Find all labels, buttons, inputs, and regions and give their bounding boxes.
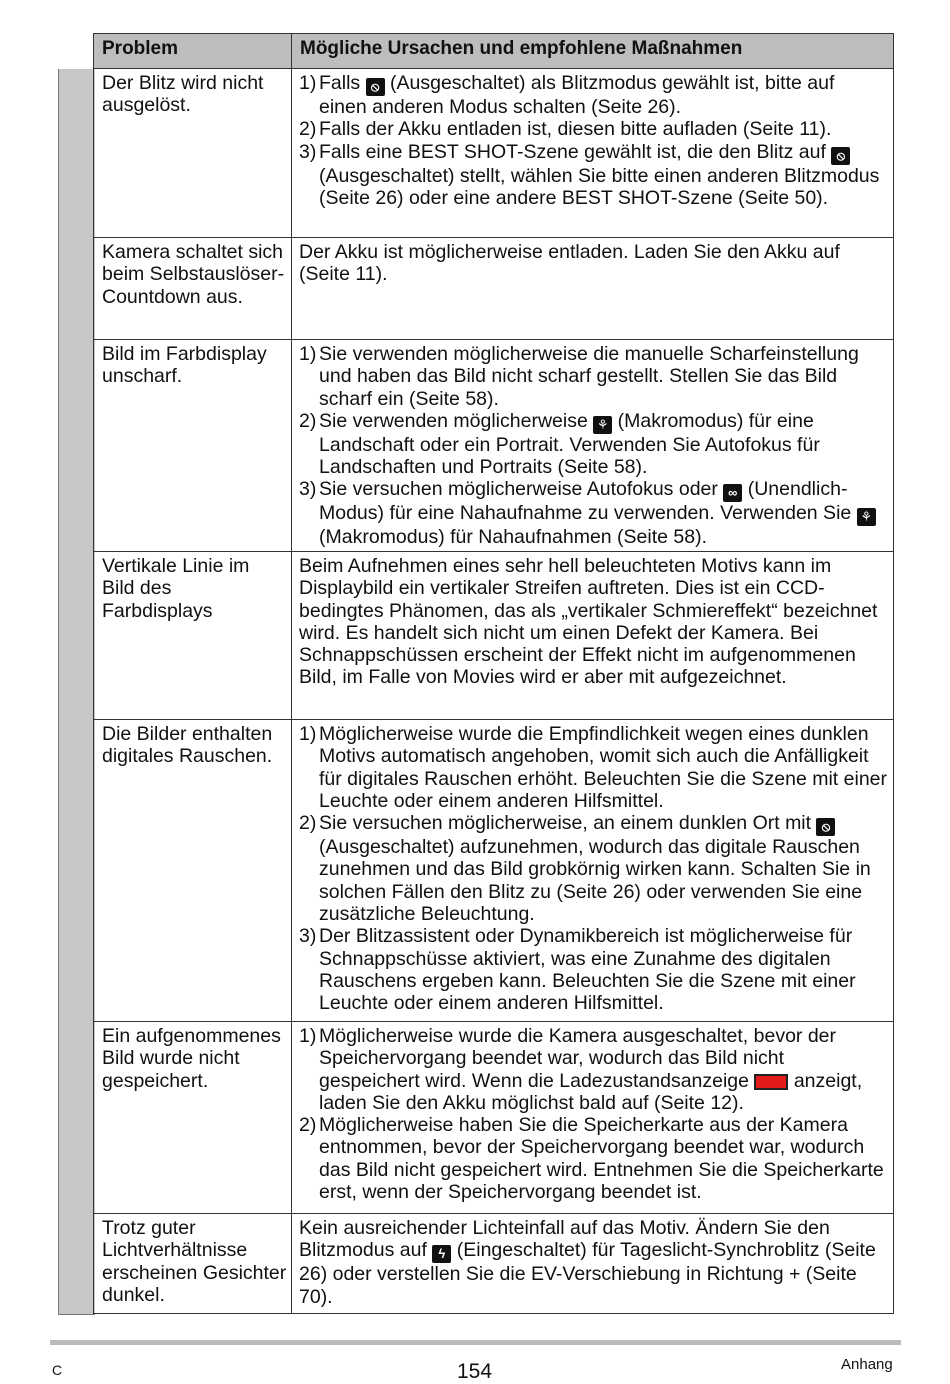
problem-cell: Kamera schaltet sich beim Selbstauslöser-Countdown aus. <box>94 238 292 339</box>
item-number: 2) <box>299 409 317 432</box>
item-text: Sie versuchen möglicherweise Autofokus oder ∞ (Unendlich-Modus) für eine Nahaufnahme zu verwenden. Verwenden Sie ⚘ (Makromodus) für Nahaufnahmen (Seite 58). <box>319 478 887 548</box>
item-number: 3) <box>299 925 317 948</box>
problem-cell: Bild im Farbdisplay unscharf. <box>94 340 292 551</box>
item-text: Falls ⦸ (Ausgeschaltet) als Blitzmodus gewählt ist, bitte auf einen anderen Modus schalten (Seite 26). <box>319 72 835 118</box>
list-item <box>299 723 887 812</box>
flash-off-icon: ⦸ <box>366 78 385 96</box>
item-number: 2) <box>299 1114 317 1137</box>
problem-cell: Vertikale Linie im Bild des Farbdisplays <box>94 552 292 719</box>
list-item <box>299 812 887 925</box>
list-item <box>299 118 887 140</box>
infinity-icon: ∞ <box>723 484 742 502</box>
list-item <box>299 343 887 410</box>
problem-cell: Die Bilder enthalten digitales Rauschen. <box>94 720 292 1021</box>
item-text: Falls eine BEST SHOT-Szene gewählt ist, die den Blitz auf ⦸ (Ausgeschaltet) stellt, wählen Sie bitte einen anderen Blitzmodus (Seite 26) oder eine andere BEST SHOT-Szene (Seite 50). <box>319 140 880 209</box>
item-number: 2) <box>299 118 317 141</box>
item-number: 1) <box>299 723 317 745</box>
chapter-sidebar <box>58 69 95 1315</box>
list-item <box>299 410 887 479</box>
item-text: Falls der Akku entladen ist, diesen bitte aufladen (Seite 11). <box>319 118 832 141</box>
causes-cell <box>292 69 893 237</box>
table-row <box>93 238 894 340</box>
causes-cell <box>292 340 893 551</box>
item-text: Der Blitzassistent oder Dynamikbereich ist möglicherweise für Schnappschüsse aktiviert, was eine Zunahme des digitalen Rauschens ergeben kann. Beleuchten Sie die Szene mit einer Leuchte oder einem anderen Hilfsmittel. <box>319 925 856 1015</box>
list-item <box>299 1114 887 1203</box>
table-row <box>93 1022 894 1214</box>
list-item <box>299 141 887 210</box>
table-row <box>93 340 894 552</box>
macro-icon: ⚘ <box>593 416 612 434</box>
problem-cell: Ein aufgenommenes Bild wurde nicht gespeichert. <box>94 1022 292 1213</box>
item-number: 1) <box>299 343 317 365</box>
troubleshooting-table <box>93 33 894 1314</box>
table-row <box>93 552 894 720</box>
item-number: 3) <box>299 140 317 163</box>
footer-rule <box>50 1340 901 1345</box>
item-text: Möglicherweise wurde die Empfindlichkeit wegen eines dunklen Motivs automatisch angehoben, womit sich auch die Anfälligkeit für digitales Rauschen erhöht. Beleuchten Sie die Szene mit einer Leuchte oder einem anderen Hilfsmittel. <box>319 723 888 812</box>
item-text: Sie versuchen möglicherweise, an einem dunklen Ort mit ⦸ (Ausgeschaltet) aufzunehmen, wodurch das digitale Rauschen zunehmen und das Bild grobkörnig wirken kann. Schalten Sie in solchen Fällen den Blitz zu (Seite 26) oder verwenden Sie eine zusätzliche Beleuchtung. <box>319 812 871 926</box>
causes-cell: Kein ausreichender Lichteinfall auf das Motiv. Ändern Sie den Blitzmodus auf ϟ (Eingeschaltet) für Tageslicht-Synchroblitz (Seite 26) oder verstellen Sie die EV-Verschiebung in Richtung + (Seite 70). <box>299 1217 876 1308</box>
item-text: Möglicherweise wurde die Kamera ausgeschaltet, bevor der Speichervorgang beendet war, wodurch das Bild nicht gespeichert wird. Wenn die Ladezustandsanzeige anzeigt, laden Sie den Akku möglichst bald auf (Seite 12). <box>319 1025 863 1114</box>
problem-cell: Trotz guter Lichtverhältnisse erscheinen Gesichter dunkel. <box>94 1214 292 1313</box>
table-header <box>93 33 894 69</box>
table-row <box>93 1214 894 1314</box>
list-item <box>299 1025 887 1114</box>
problem-cell: Der Blitz wird nicht ausgelöst. <box>94 69 292 237</box>
flash-off-icon: ⦸ <box>816 818 835 836</box>
footer-left: C <box>52 1362 63 1378</box>
table-row <box>93 69 894 238</box>
battery-low-icon <box>754 1074 788 1090</box>
flash-on-icon: ϟ <box>432 1245 451 1263</box>
footer-section: Anhang <box>841 1356 893 1373</box>
item-text: Sie verwenden möglicherweise ⚘ (Makromodus) für eine Landschaft oder ein Portrait. Verwenden Sie Autofokus für Landschaften und Portraits (Seite 58). <box>319 409 820 479</box>
page-number: 154 <box>457 1360 493 1383</box>
list-item <box>299 925 887 1014</box>
item-number: 3) <box>299 478 317 501</box>
causes-cell: Der Akku ist möglicherweise entladen. Laden Sie den Akku auf (Seite 11). <box>299 241 840 286</box>
macro-icon: ⚘ <box>857 508 876 526</box>
table-row <box>93 720 894 1022</box>
causes-cell: Beim Aufnehmen eines sehr hell beleuchteten Motivs kann im Displaybild ein vertikaler Streifen auftreten. Dies ist ein CCD-bedingtes Phänomen, das als „vertikaler Schmiereffekt“ bezeichnet wird. Es handelt sich nicht um einen Defekt der Kamera. Bei Schnappschüssen erscheint der Effekt nicht im aufgenommenen Bild, im Falle von Movies wird er aber mit aufgezeichnet. <box>299 555 878 689</box>
header-causes: Mögliche Ursachen und empfohlene Maßnahmen <box>300 38 743 59</box>
item-text: Sie verwenden möglicherweise die manuelle Scharfeinstellung und haben das Bild nicht scharf gestellt. Stellen Sie das Bild scharf ein (Seite 58). <box>319 343 859 410</box>
causes-cell <box>292 720 893 1021</box>
item-number: 2) <box>299 812 317 835</box>
list-item <box>299 478 887 548</box>
list-item <box>299 72 887 118</box>
item-text: Möglicherweise haben Sie die Speicherkarte aus der Kamera entnommen, bevor der Speichervorgang beendet war, wodurch das Bild nicht gespeichert wird. Entnehmen Sie die Speicherkarte erst, wenn der Speichervorgang beendet ist. <box>319 1114 884 1204</box>
flash-off-icon: ⦸ <box>831 147 850 165</box>
item-number: 1) <box>299 72 317 94</box>
causes-cell <box>292 1022 893 1213</box>
header-problem: Problem <box>94 34 292 68</box>
item-number: 1) <box>299 1025 317 1047</box>
